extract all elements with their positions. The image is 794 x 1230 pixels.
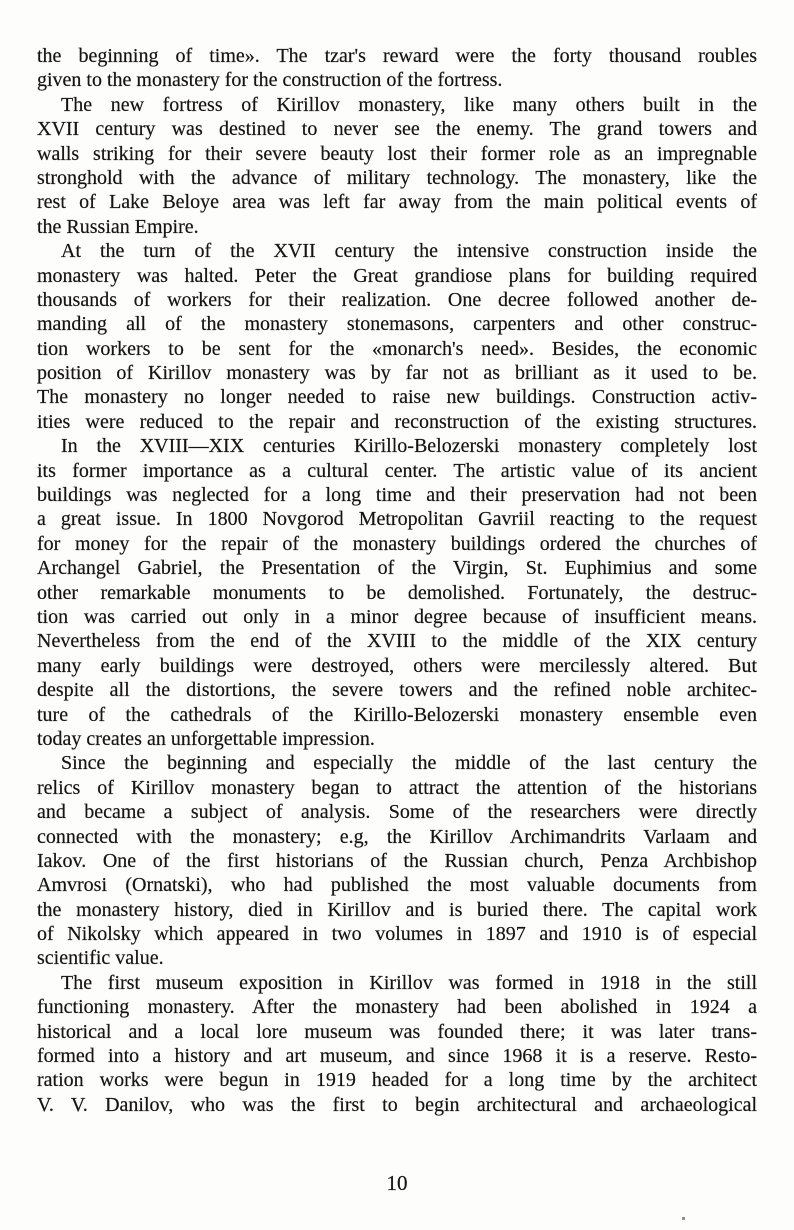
text-line: Iakov. One of the first historians of the Russian church, Penza Archbishop <box>37 849 757 872</box>
text-line: At the turn of the XVII century the intensive construction inside the <box>61 240 757 263</box>
text-line: functioning monastery. After the monastery had been abolished in 1924 a <box>37 996 757 1019</box>
text-line: a great issue. In 1800 Novgorod Metropolitan Gavriil reacting to the request <box>37 508 757 531</box>
text-line: In the XVIII—XIX centuries Kirillo-Belozerski monastery completely lost <box>61 435 757 458</box>
text-line: buildings was neglected for a long time and their preservation had not been <box>37 484 757 507</box>
scan-speck <box>682 1217 685 1220</box>
text-line: Nevertheless from the end of the XVIII to the middle of the XIX century <box>37 630 757 653</box>
text-line: The new fortress of Kirillov monastery, like many others built in the <box>61 93 757 116</box>
paragraph <box>37 239 757 434</box>
page-number: 10 <box>386 1171 408 1195</box>
text-line: ities were reduced to the repair and reconstruction of the existing structures. <box>37 410 757 433</box>
paragraph <box>37 93 757 239</box>
text-line: XVII century was destined to never see the enemy. The grand towers and <box>37 118 757 141</box>
text-line: other remarkable monuments to be demolished. Fortunately, the destruc- <box>37 581 757 604</box>
text-line: position of Kirillov monastery was by far not as brilliant as it used to be. <box>37 362 757 385</box>
page-text <box>37 44 757 1117</box>
text-line: of Nikolsky which appeared in two volumes in 1897 and 1910 is of especial <box>37 923 757 946</box>
text-line: stronghold with the advance of military technology. The monastery, like the <box>37 166 757 189</box>
paragraph <box>37 434 757 751</box>
text-line: formed into a history and art museum, and since 1968 it is a reserve. Resto- <box>37 1045 757 1068</box>
text-line: The first museum exposition in Kirillov was formed in 1918 in the still <box>61 971 757 994</box>
text-line: Since the beginning and especially the middle of the last century the <box>61 752 757 775</box>
text-line: ture of the cathedrals of the Kirillo-Belozerski monastery ensemble even <box>37 703 757 726</box>
paragraph <box>37 971 757 1117</box>
text-line: given to the monastery for the construction of the fortress. <box>37 69 503 92</box>
text-line: for money for the repair of the monastery buildings ordered the churches of <box>37 532 757 555</box>
text-line: rest of Lake Beloye area was left far away from the main political events of <box>37 191 757 214</box>
text-line: the monastery history, died in Kirillov and is buried there. The capital work <box>37 898 757 921</box>
text-line: many early buildings were destroyed, others were mercilessly altered. But <box>37 654 757 677</box>
text-line: V. V. Danilov, who was the first to begin architectural and archaeological <box>37 1093 757 1116</box>
paragraph <box>37 44 757 93</box>
text-line: the Russian Empire. <box>37 215 199 238</box>
text-line: despite all the distortions, the severe towers and the refined noble architec- <box>37 679 757 702</box>
text-line: connected with the monastery; e.g, the Kirillov Archimandrits Varlaam and <box>37 825 757 848</box>
text-line: relics of Kirillov monastery began to attract the attention of the historians <box>37 776 757 799</box>
text-line: thousands of workers for their realization. One decree followed another de- <box>37 288 757 311</box>
text-line: monastery was halted. Peter the Great grandiose plans for building required <box>37 264 757 287</box>
text-line: ration works were begun in 1919 headed for a long time by the architect <box>37 1069 757 1092</box>
text-line: walls striking for their severe beauty lost their former role as an impregnable <box>37 142 757 165</box>
text-line: Amvrosi (Ornatski), who had published the most valuable documents from <box>37 874 757 897</box>
text-line: its former importance as a cultural center. The artistic value of its ancient <box>37 459 757 482</box>
text-line: manding all of the monastery stonemasons, carpenters and other construc- <box>37 313 757 336</box>
text-line: scientific value. <box>37 947 164 970</box>
text-line: and became a subject of analysis. Some of the researchers were directly <box>37 801 757 824</box>
text-line: The monastery no longer needed to raise new buildings. Construction activ- <box>37 386 757 409</box>
text-line: today creates an unforgettable impression. <box>37 727 375 750</box>
text-line: Archangel Gabriel, the Presentation of the Virgin, St. Euphimius and some <box>37 557 757 580</box>
paragraph <box>37 751 757 971</box>
text-line: historical and a local lore museum was founded there; it was later trans- <box>37 1020 757 1043</box>
text-line: tion workers to be sent for the «monarch's need». Besides, the economic <box>37 337 757 360</box>
text-line: the beginning of time». The tzar's reward were the forty thousand roubles <box>37 45 757 67</box>
text-line: tion was carried out only in a minor degree because of insufficient means. <box>37 605 757 628</box>
